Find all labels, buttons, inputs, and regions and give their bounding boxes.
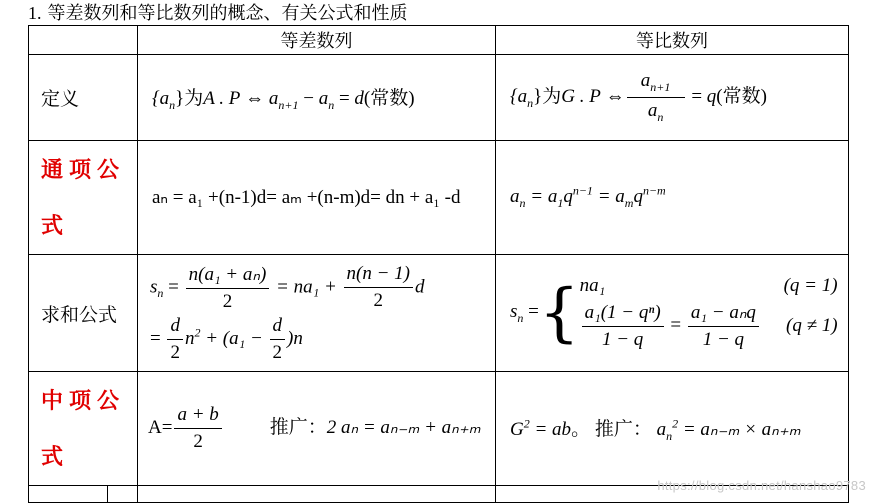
- middle-term-row: [29, 372, 849, 486]
- middle-term-geo-formula: $G^2$ = ab。 推广： $a_n^2 = a_{n-m} \times a_{n+m}$: [510, 416, 801, 443]
- sum-arith-line1: $s_n$ = $\frac{\text{n(a₁ + aₙ)}}{2}$ = na₁ + $\frac{n(n - 1)}{2}$ d: [150, 263, 425, 312]
- formula-table: [28, 25, 849, 503]
- middle-term-arith-cell: [138, 372, 496, 486]
- sum-label: 求和公式: [29, 255, 138, 372]
- brace-symbol: {: [538, 276, 580, 350]
- sum-arith-line2: = $\frac{d}{2}$ $n^2 + (a_1$ − $\frac{d}{2}$ )n: [150, 314, 303, 363]
- general-term-geo-formula: $a_n = a_1q^{n-1} = a_mq^{n-m}$: [510, 183, 666, 211]
- section-heading: [28, 2, 408, 25]
- header-arithmetic: 等差数列: [138, 26, 496, 55]
- general-term-geo-cell: [496, 141, 849, 255]
- definition-geo-formula: $\{a_n\}$为G . P ⇔ $\frac{a_{n+1}}{a_n}$ = q(常数): [510, 70, 767, 124]
- sum-arith-cell: [138, 255, 496, 372]
- header-geometric: 等比数列: [496, 26, 849, 55]
- definition-arith-formula: $\{a_n\}$为A . P ⇔ $a_{n+1} - a_n = d$(常数): [152, 87, 415, 112]
- partial-row-arith-cell: [138, 486, 496, 503]
- sum-geo-cell: [496, 255, 849, 372]
- watermark-url: https://blog.csdn.net/hanshao9783: [657, 478, 866, 493]
- general-term-arith-cell: [138, 141, 496, 255]
- middle-term-label: [29, 372, 138, 486]
- general-term-arith-formula: aₙ = a₁ +(n-1)d= aₘ +(n-m)d= dn + a₁ -d: [152, 187, 461, 208]
- middle-term-label-line2: 式: [41, 443, 70, 470]
- sum-row: [29, 255, 849, 372]
- middle-term-label-line1: 中项公: [41, 387, 126, 414]
- general-term-label-line2: 式: [41, 212, 70, 239]
- general-term-label: [29, 141, 138, 255]
- section-number: 1.: [28, 3, 42, 23]
- middle-term-arith-formula: A= $\frac{a + b}{2}$ 推广：2 aₙ = aₙ₋ₘ + aₙ₊ₘ: [148, 404, 481, 452]
- table-header-row: [29, 26, 849, 55]
- middle-term-geo-cell: [496, 372, 849, 486]
- definition-arith-cell: [138, 55, 496, 141]
- section-title: 等差数列和等比数列的概念、有关公式和性质: [47, 3, 408, 24]
- definition-row: [29, 55, 849, 141]
- partial-divider: [107, 486, 108, 502]
- general-term-row: [29, 141, 849, 255]
- general-term-label-line1: 通项公: [41, 156, 126, 183]
- partial-row-label-cell: [29, 486, 138, 503]
- header-empty-cell: [29, 26, 138, 55]
- definition-geo-cell: [496, 55, 849, 141]
- sum-geo-formula: $s_n$ = { na₁ (q = 1) $\frac{\text{a₁(1 − qⁿ)}}{1 - q}$ = $\frac{\text{a₁ − aₙq}}{1 - q}$ (q ≠ 1): [510, 275, 838, 350]
- definition-label: 定义: [29, 55, 138, 141]
